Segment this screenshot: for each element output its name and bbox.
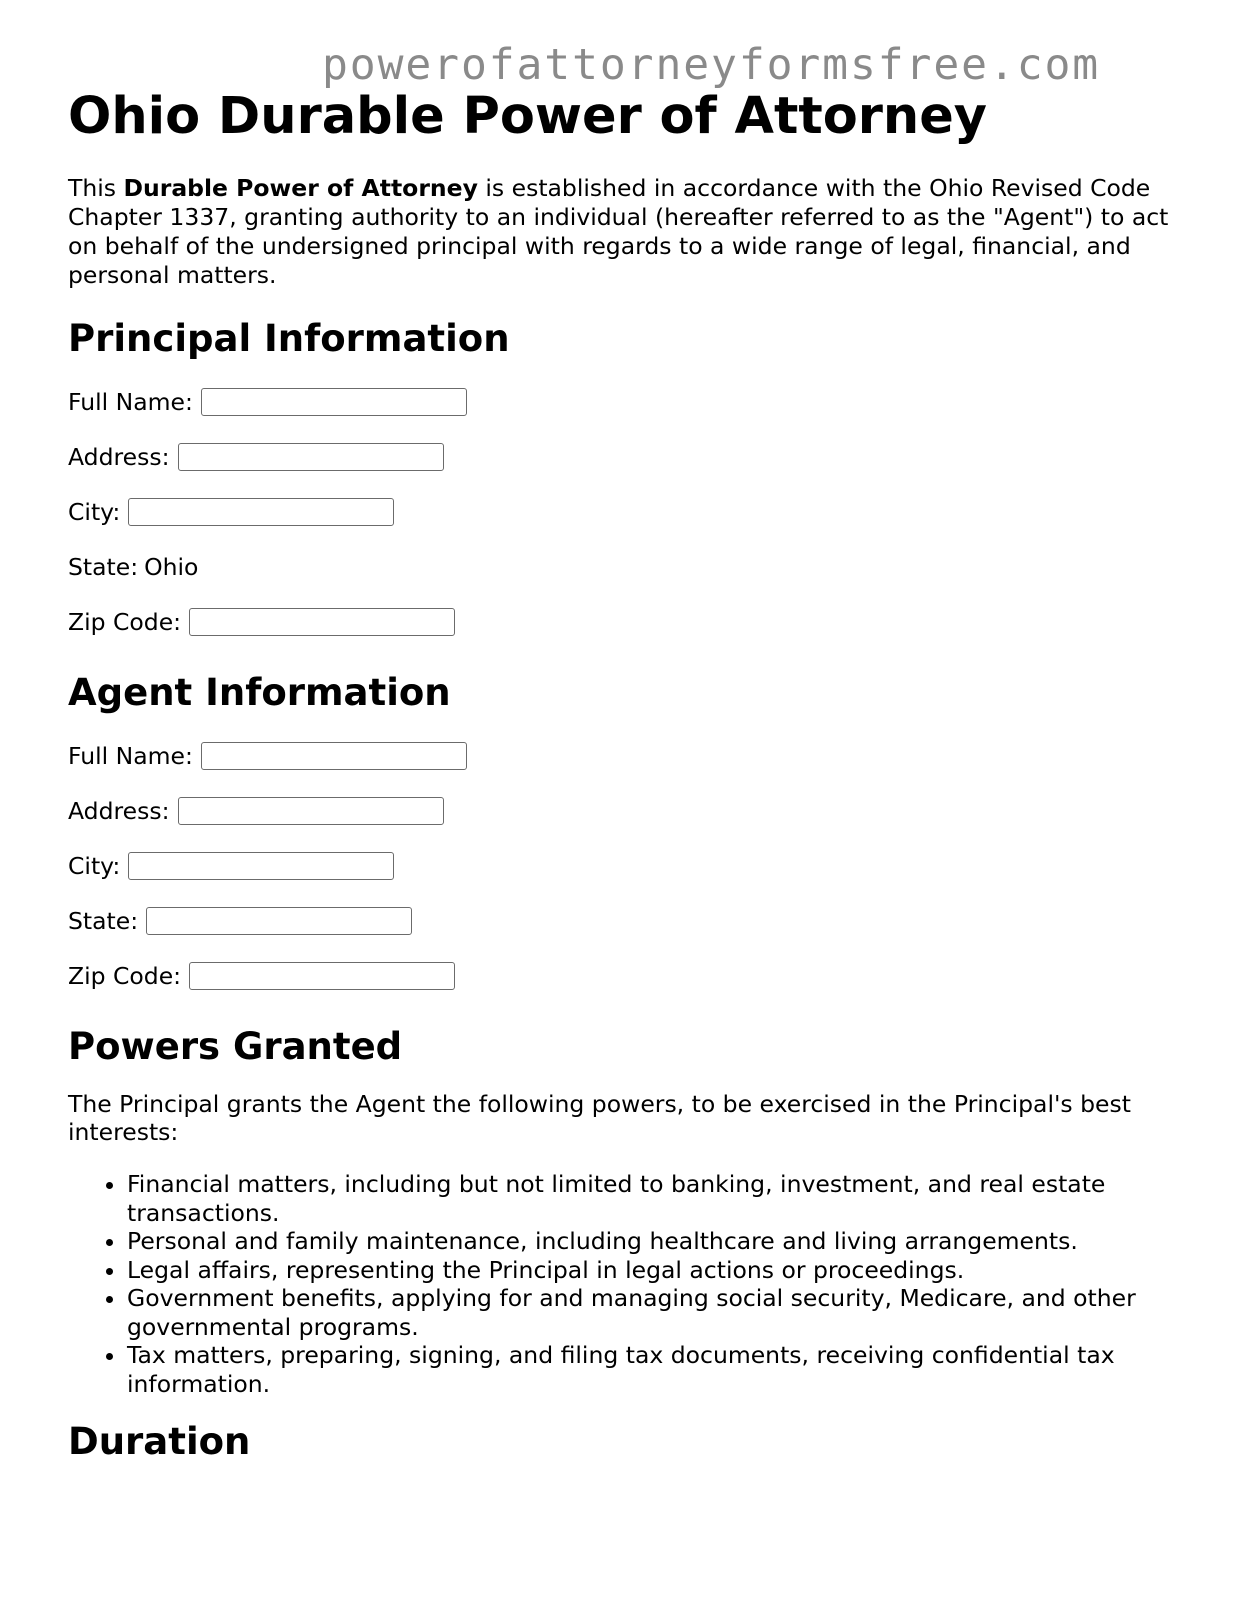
agent-city-label: City: — [68, 851, 121, 880]
intro-suffix: is established in accordance with the Ohio Revised Code Chapter 1337, granting authority to an individual (hereafter referred to as the "Agent") to act on behalf of the undersigned principal with regards to a wide range of legal, financial, and personal matters. — [68, 174, 1169, 289]
agent-address-row — [68, 783, 1178, 838]
principal-state-value: Ohio — [144, 552, 199, 581]
agent-address-input[interactable] — [178, 797, 444, 825]
agent-address-label: Address: — [68, 796, 170, 825]
principal-city-input[interactable] — [128, 498, 394, 526]
intro-bold-term: Durable Power of Attorney — [123, 174, 478, 202]
powers-heading: Powers Granted — [68, 1025, 403, 1068]
principal-full-name-row — [68, 374, 1178, 429]
principal-state-label: State: — [68, 552, 139, 581]
principal-fields — [68, 374, 1178, 649]
agent-state-row — [68, 893, 1178, 948]
principal-state-row — [68, 539, 1178, 594]
principal-address-input[interactable] — [178, 443, 444, 471]
list-item: • Financial matters, including but not limited to banking, investment, and real estate transactions. — [127, 1170, 1178, 1227]
agent-zip-label: Zip Code: — [68, 961, 182, 990]
agent-full-name-input[interactable] — [201, 742, 467, 770]
principal-heading: Principal Information — [68, 317, 510, 360]
agent-full-name-label: Full Name: — [68, 741, 193, 770]
agent-city-input[interactable] — [128, 852, 394, 880]
agent-fields — [68, 728, 1178, 1003]
list-item: • Legal affairs, representing the Principal in legal actions or proceedings. — [127, 1256, 1178, 1285]
agent-state-label: State: — [68, 906, 139, 935]
list-item: • Government benefits, applying for and managing social security, Medicare, and other governmental programs. — [127, 1284, 1178, 1341]
principal-full-name-input[interactable] — [201, 388, 467, 416]
principal-city-row — [68, 484, 1178, 539]
list-item: • Personal and family maintenance, including healthcare and living arrangements. — [127, 1227, 1178, 1256]
agent-full-name-row — [68, 728, 1178, 783]
duration-heading: Duration — [68, 1420, 251, 1463]
page-title: Ohio Durable Power of Attorney — [68, 87, 988, 146]
principal-address-row — [68, 429, 1178, 484]
principal-zip-label: Zip Code: — [68, 607, 182, 636]
intro-prefix: This — [68, 174, 124, 202]
agent-city-row — [68, 838, 1178, 893]
principal-city-label: City: — [68, 497, 121, 526]
watermark: powerofattorneyformsfree.com — [322, 40, 1101, 90]
principal-address-label: Address: — [68, 442, 170, 471]
agent-heading: Agent Information — [68, 671, 451, 714]
powers-intro: The Principal grants the Agent the following powers, to be exercised in the Principal's best interests: — [68, 1090, 1131, 1146]
agent-state-input[interactable] — [146, 907, 412, 935]
powers-list — [68, 1170, 1178, 1398]
list-item: • Tax matters, preparing, signing, and filing tax documents, receiving confidential tax information. — [127, 1341, 1178, 1398]
agent-zip-input[interactable] — [189, 962, 455, 990]
principal-zip-input[interactable] — [189, 608, 455, 636]
document-body — [68, 84, 1178, 1464]
intro-paragraph — [68, 174, 1178, 290]
principal-full-name-label: Full Name: — [68, 387, 193, 416]
agent-zip-row — [68, 948, 1178, 1003]
principal-zip-row — [68, 594, 1178, 649]
